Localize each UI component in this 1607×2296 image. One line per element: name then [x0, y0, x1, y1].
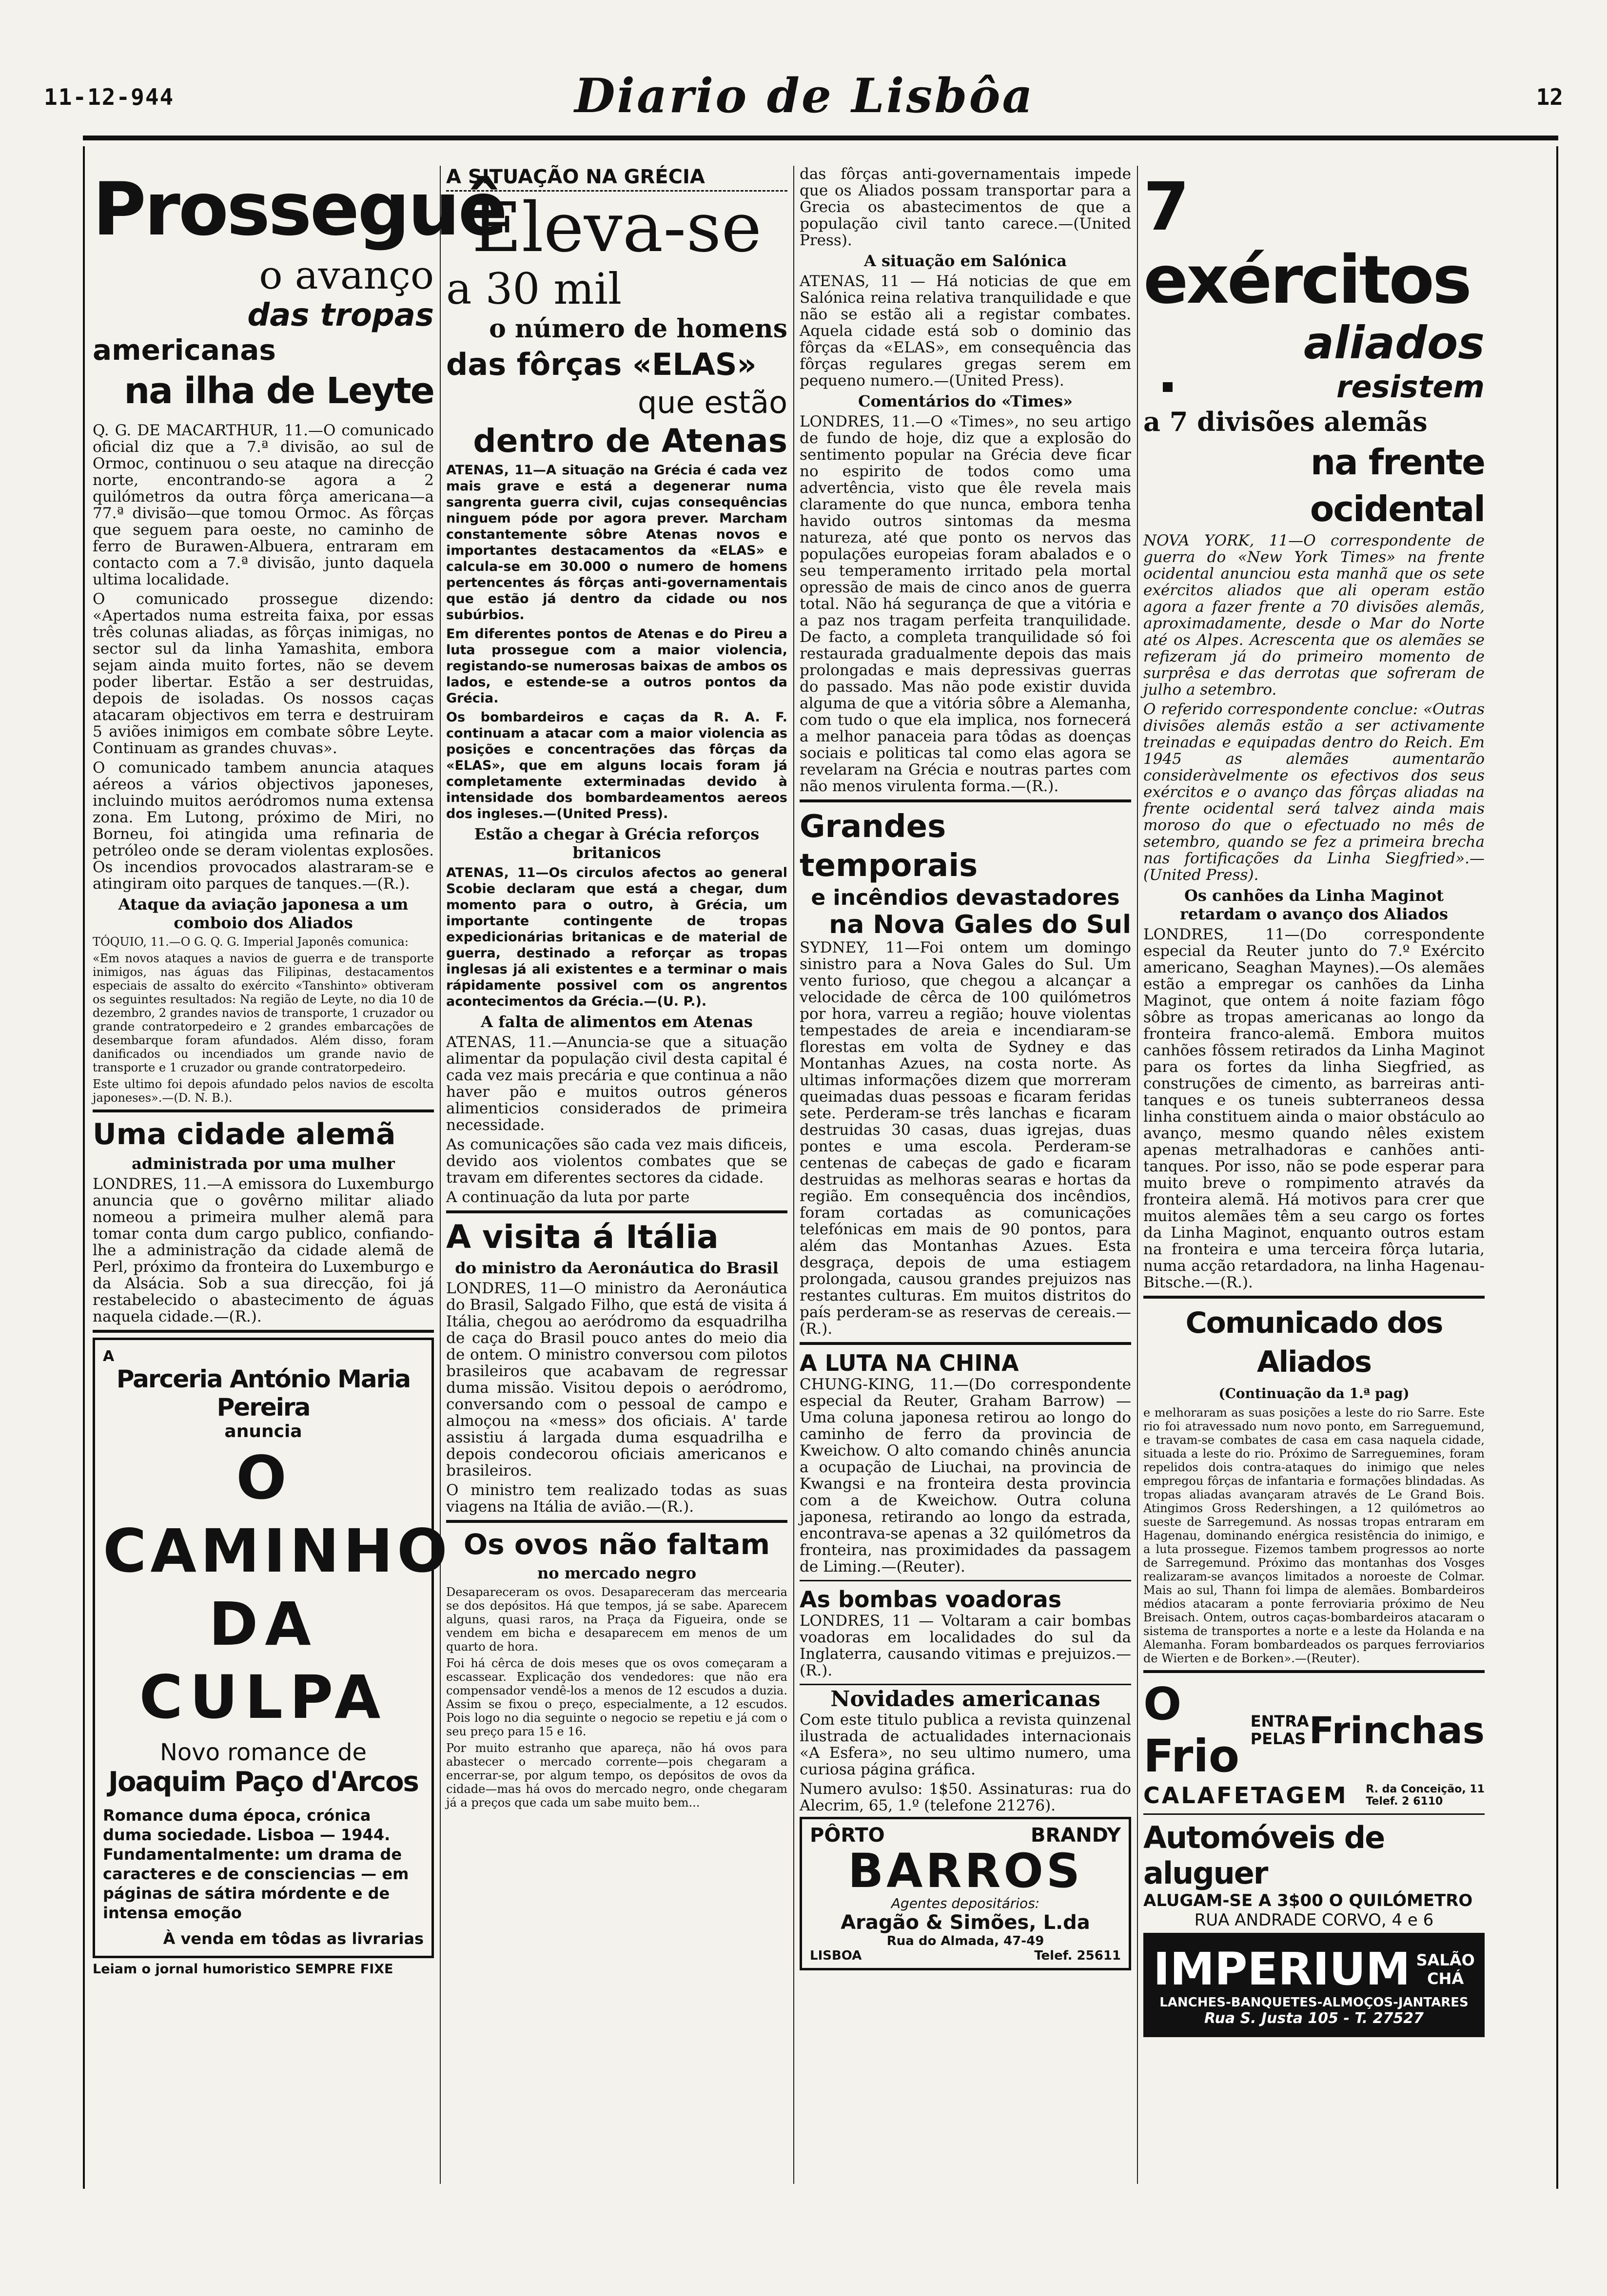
subheading: Os canhões da Linha Maginot retardam o avanço dos Aliados [1180, 886, 1448, 923]
ad-brandy: BRANDY [1031, 1824, 1121, 1847]
article-paragraph: As comunicações são cada vez mais dificeis, devido aos violentos combates que se travam em diferentes sectores da cidade. [446, 1136, 787, 1187]
article-paragraph: ATENAS, 11—Os circulos afectos ao general Scobie declaram que está a chegar, dum momento para o outro, à Grécia, um importante contingente de tropas expedicionárias britanicas e de material de guerra, destinado a reforçar as tropas inglesas já ali existentes e a terminar o mais rápidamente possivel com os angrentos acontecimentos da Grécia.—(U. P.). [446, 865, 787, 1009]
headline-dentro-atenas: dentro de Atenas [473, 422, 787, 460]
subheading: (Continuação da 1.ª pag) [1218, 1385, 1410, 1401]
subheading: no mercado negro [537, 1564, 697, 1582]
article-paragraph: das fôrças anti-governamentais impede que os Aliados possam transportar para a Grecia os abastecimentos de que a população civil tanto carece.—(United Press). [800, 165, 1131, 249]
headline-temporais-3: na Nova Gales do Sul [829, 910, 1131, 939]
ad-book-title: O CAMINHO [103, 1443, 451, 1586]
article-paragraph: LONDRES, 11—O ministro da Aeronáutica do Brasil, Salgado Filho, que está de visita á Itália, chegou ao aeródromo da esquadrilha de caça do Brasil pouco antes do meio dia de ontem. O ministro conversou com pilotos brasileiros que acabavam de regressar duma missão. Visitou depois o aeródromo, conversando com o pessoal de campo e almoçou na «mess» dos oficiais. A' tarde assistiu á largada duma esquadrilha e depois condecorou oficiais americanos e brasileiros. [446, 1280, 787, 1479]
article-paragraph: Foi há cêrca de dois meses que os ovos começaram a escassear. Explicação dos vendedores: que não era compensador vendê-los a menos de 12 escudos a duzia. Assim se fixou o preço, especialmente, a 12 escudos. Pois logo no dia seguinte o negocio se repetiu e já com o seu preço para 15 e 16. [446, 1656, 787, 1738]
ad-telef: Telef. 2 6110 [1366, 1795, 1443, 1808]
article-paragraph: LONDRES, 11.—O «Times», no seu artigo de fundo de hoje, diz que a explosão do sentimento popular na Grécia deve ficar no espirito de todos como uma advertência, visto que êle revela mais claramente do que nunca, embora tenha havido outros sintomas da mesma natureza, até que ponto os nervos das populações europeias foram abalados e o seu temperamento irritado pela mortal opressão de mais de cinco anos de guerra total. Não há segurança de que a vitória e a paz nos tragam perfeita tranquilidade. De facto, a completa tranquilidade só foi restaurada gradualmente depois das mais prolongadas e mais depressivas guerras do passado. Mas não pode existir duvida alguma de que a vitória sôbre a Alemanha, com tudo o que ela implica, nos fornecerá a melhor panaceia para tôdas as doenças sociais e politicas tal como elas agora se revelaram na Grécia e noutras partes com não menos virulenta forma.—(R.). [800, 413, 1131, 795]
ad-lisboa: LISBOA [810, 1948, 862, 1963]
frio-advertisement [1143, 1678, 1485, 1782]
article-paragraph: Por muito estranho que apareça, não há ovos para abastecer o mercado corrente—pois chegaram a encerrar-se, por algum tempo, os depósitos de ovos da cidade—mas há ovos do mercado negro, onde chegaram já a preços que cada um sabe muito bem... [446, 1741, 787, 1810]
subheading: Ataque da aviação japonesa a um comboio dos Aliados [118, 895, 409, 932]
article-paragraph: Este ultimo foi depois afundado pelos navios de escolta japoneses».—(D. N. B.). [93, 1077, 434, 1105]
headline-que-estao: que estão [637, 385, 787, 420]
article-paragraph: Numero avulso: 1$50. Assinaturas: rua do Alecrim, 65, 1.º (telefone 21276). [800, 1780, 1131, 1814]
brandy-advertisement [800, 1817, 1131, 1970]
column-divider [793, 166, 794, 2184]
headline-aliados: aliados [1303, 317, 1485, 369]
article-paragraph: LONDRES, 11—(Do correspondente especial da Reuter junto do 7.º Exército americano, Seaghan Maynes).—Os alemães estão a empregar os canhões da Linha Maginot, que ontem á noite faziam fôgo sôbre as tropas americanas ao longo da fronteira franco-alemã. Embora muitos canhões fôssem retirados da Linha Maginot para os fortes da linha Siegfried, as construções de cimento, as barreiras anti-tanques e os tuneis subterraneos dessa linha constituem ainda o maior obstáculo ao avanço, mesmo quando nêles existem apenas metralhadoras e canhões anti-tanques. Por isso, não se pode esperar para muito breve o rompimento através da fronteira alemã. Há motivos para crer que muitos alemães têm a seu cargo os fortes da Linha Maginot, enquanto outros estam na fronteira e uma terceira fôrça lutaria, numa acção retardadora, na linha Hagenau-Bitsche.—(R.). [1143, 926, 1485, 1291]
kicker-grecia: A SITUAÇÃO NA GRÉCIA [446, 166, 787, 192]
headline-bombas: As bombas voadoras [800, 1586, 1062, 1613]
ad-publisher: Parceria António Maria Pereira [116, 1365, 411, 1421]
ad-frio: O Frio [1143, 1678, 1240, 1782]
article-paragraph: O ministro tem realizado todas as suas viagens na Itália de avião.—(R.). [446, 1481, 787, 1516]
headline-frente-ocidental: na frente ocidental [1310, 442, 1485, 529]
subheading: administrada por uma mulher [132, 1154, 395, 1173]
column-divider [1137, 166, 1138, 2184]
headline-comunicado: Comunicado dos Aliados [1185, 1306, 1443, 1379]
article-paragraph: Q. G. DE MACARTHUR, 11.—O comunicado oficial diz que a 7.ª divisão, ao sul de Ormoc, continuou o seu ataque na direcção norte, encontrando-se agora a 2 quilómetros da outra fôrça americana—a 77.ª divisão—que tomou Ormoc. As fôrças que seguem para oeste, no caminho de ferro de Burawen-Albuera, entraram em contacto com a 7.ª divisão, junto daquela ultima localidade. [93, 422, 434, 588]
headline-americanas: americanas [93, 333, 276, 367]
column-divider [440, 166, 441, 2184]
subheading: Estão a chegar à Grécia reforços britanicos [474, 825, 760, 862]
ad-pelas: PELAS [1250, 1730, 1306, 1748]
ad-lanches: LANCHES-BANQUETES-ALMOÇOS-JANTARES [1159, 1995, 1469, 2010]
ad-line: anuncia [224, 1421, 302, 1441]
ad-rua: Rua do Almada, 47-49 [886, 1934, 1044, 1948]
ad-cha: CHÁ [1427, 1969, 1464, 1988]
article-paragraph: CHUNG-KING, 11.—(Do correspondente especial da Reuter, Graham Barrow) — Uma coluna japonesa retirou ao longo do caminho de ferro da provincia de Kweichow. O alto comando chinês anuncia a ocupação de Liuchai, na provincia de Kwangsi e na fronteira desta provincia com a de Kweichow. Outra coluna japonesa, retirando ao longo da estrada, encontrava-se apenas a 32 quilómetros da fronteira, nas proximidades da passagem de Liming.—(Reuter). [800, 1376, 1131, 1576]
headline-ilha-leyte: na ilha de Leyte [124, 370, 434, 412]
ad-line: À venda em tôdas as livrarias [163, 1929, 424, 1948]
ad-frinchas: Frinchas [1309, 1708, 1485, 1752]
ad-line: Novo romance de [159, 1739, 367, 1766]
ad-rua: R. da Conceição, 11 [1366, 1783, 1485, 1795]
headline-eleva-se: Eleva-se [471, 188, 762, 268]
ad-auto-preco: ALUGAM-SE A 3$00 O QUILÓMETRO [1143, 1891, 1473, 1910]
headline-temporais-2: e incêndios devastadores [811, 885, 1120, 910]
article-paragraph: ATENAS, 11—A situação na Grécia é cada vez mais grave e está a degenerar numa sangrenta guerra civil, cujas consequências ninguem póde por agora prever. Marcham constantemente sôbre Atenas novos e importantes destacamentos da «ELAS» e calcula-se em 30.000 o numero de homens pertencentes ás fôrças anti-governamentais que estão já dentro da cidade ou nos subúrbios. [446, 463, 787, 623]
headline-numero-homens: o número de homens [489, 314, 787, 344]
headline-7-exercitos: 7 exércitos [1143, 169, 1470, 319]
article-paragraph: SYDNEY, 11—Foi ontem um domingo sinistro para a Nova Gales do Sul. Um vento furioso, que chegou a alcançar a velocidade de cêrca de 100 quilómetros por hora, varreu a região; houve violentas tempestades de areia e incendiaram-se florestas em volta de Sydney e das Montanhas Azues, na costa norte. As ultimas informações dizem que morreram queimadas duas pessoas e ficaram feridas sete. Perderam-se três lanchas e ficaram destruidas 30 casas, duas igrejas, duas pontes e uma escola. Perderam-se centenas de cabeças de gado e ficaram destruidas as melhoras searas e hortas da região. Em consequência dos incêndios, foram cortadas as comunicações telefónicas em mais de 90 pontos, para além das Montanhas Azues. Esta desgraça, depois de uma estiagem prolongada, causou grandes prejuizos nas restantes culturas. Em muitos distritos do país perderam-se as reservas de cereais.—(R.). [800, 939, 1131, 1338]
imperium-advertisement [1143, 1933, 1485, 2037]
article-paragraph: «Em novos ataques a navios de guerra e de transporte inimigos, nas águas das Filipinas, destacamentos especiais de assalto do exército «Tanshinto» obtiveram os seguintes resultados: Na região de Leyte, no dia 10 de dezembro, 2 grandes navios de transporte, 1 cruzador ou grande contratorpedeiro e 2 grandes embarcações de desembarque foram afundados. Além disso, foram danificados ou incendiados um grande navio de transporte e 1 cruzador ou grande contratorpedeiro. [93, 952, 434, 1074]
article-paragraph: Os bombardeiros e caças da R. A. F. continuam a atacar com a maior violencia as posições e concentrações das fôrças da «ELAS», que em alguns locais foram já completamente exterminadas devido à intensidade dos bombardeamentos aereos dos ingleses.—(United Press). [446, 710, 787, 821]
masthead-rule [83, 136, 1558, 140]
headline-das-tropas: das tropas [247, 297, 434, 333]
ad-line: A [103, 1348, 115, 1365]
article-paragraph: O comunicado prossegue dizendo: «Apertados numa estreita faixa, por essas três colunas aliadas, as fôrças inimigas, no sector sul da linha Yamashita, embora sejam ainda muito fortes, não se devem poder libertar. Estão a ser destruidas, depois de isoladas. Os nossos caças atacaram objectivos em terra e destruiram 5 aviões inimigos em combate sôbre Leyte. Continuam as grandes chuvas». [93, 590, 434, 757]
headline-30-mil: a 30 mil [446, 264, 622, 314]
ad-author: Joaquim Paço d'Arcos [108, 1766, 418, 1798]
article-paragraph: O referido correspondente conclue: «Outras divisões alemãs estão a ser activamente treinadas e equipadas dentro do Reich. Em 1945 as alemães aumentarão consideràvelmente os efectivos dos seus exércitos e o avanço das fôrças aliadas na frente ocidental será talvez ainda mais moroso do que o efectuado no mês de setembro, quando se fez a primeira brecha nas fortificações da Linha Siegfried».—(United Press). [1143, 700, 1485, 884]
ad-entra: ENTRA [1250, 1712, 1309, 1731]
article-paragraph: O comunicado tambem anuncia ataques aéreos a vários objectivos japoneses, incluindo muitos aeródromos numa extensa zona. Em Lutong, próximo de Miri, no Borneu, foi atingida uma refinaria de petróleo onde se deram violentas explosões. Os incendios provocados alastraram-se e atingiram oito parques de tanques.—(R.). [93, 759, 434, 893]
ad-aragao: Aragão & Simões, L.da [841, 1911, 1090, 1934]
bullet-icon [1163, 382, 1173, 392]
column-3 [800, 166, 1131, 2184]
ad-telef: Telef. 25611 [1034, 1948, 1121, 1963]
headline-china: A LUTA NA CHINA [800, 1350, 1019, 1376]
headline-visita-italia: A visita á Itália [446, 1218, 719, 1256]
article-paragraph: ATENAS, 11.—Anuncia-se que a situação alimentar da população civil desta capital é cada vez mais precária e que continua a não haver pão e muitos outros géneros alimenticios considerados de primeira necessidade. [446, 1033, 787, 1134]
ad-auto-rua: RUA ANDRADE CORVO, 4 e 6 [1194, 1910, 1434, 1930]
article-paragraph: Em diferentes pontos de Atenas e do Pireu a luta prossegue com a maior violencia, registando-se numerosas baixas de ambos os lados, e estende-se a outros pontos da Grécia. [446, 626, 787, 706]
article-paragraph: ATENAS, 11 — Há noticias de que em Salónica reina relativa tranquilidade e que não se estão ali a registar combates. Aquela cidade está sob o dominio das fôrças da «ELAS», em consequência das fôrças regulares gregas serem em pequeno numero.—(United Press). [800, 272, 1131, 389]
article-paragraph: e melhoraram as suas posições a leste do rio Sarre. Este rio foi atravessado num novo ponto, em Sarreguemund, e travam-se combates de casa em casa naquela cidade, situada a leste do rio. Próximo de Sarreguemines, foram repelidos dois contra-ataques do inimigo que neles empregou fôrças de infantaria e formações blindadas. As tropas aliadas avançaram através de Le Grand Bois. Atingimos Gross Redershingen, a 12 quilómetros ao sueste de Sarregemund. As nossas tropas entraram em Hagenau, dominando enérgica resistência do inimigo, e a luta prossegue. Fizemos tambem progressos ao norte de Sarregemund. Próximo das montanhas dos Vosges realizaram-se avanços limitados a noroeste de Colmar. Mais ao sul, Thann foi limpa de alemães. Bombardeiros médios atacaram a ponte ferroviaria próximo de Neu Breisach. Ontem, outros caças-bombardeiros atacaram o sistema de transportes a norte e a leste da Holanda e na Alemanha. Foram bombardeados os parques ferroviarios de Wierten e de Borken».—(Reuter). [1143, 1406, 1485, 1665]
headline-ovos: Os ovos não faltam [463, 1528, 770, 1561]
headline-temporais: Grandes temporais [800, 809, 978, 884]
article-paragraph: A continuação da luta por parte [446, 1188, 690, 1206]
article-paragraph: TÓQUIO, 11.—O G. Q. G. Imperial Japonês comunica: [93, 935, 409, 949]
headline-novidades: Novidades americanas [830, 1687, 1100, 1712]
headline-resistem: resistem [1336, 369, 1485, 405]
ad-blurb: Romance duma época, crónica duma sociedade. Lisboa — 1944. Fundamentalmente: um drama de caracteres e de consciencias — em páginas de sátira mórdente e de intensa emoção [103, 1806, 409, 1922]
headline-o-avanco: o avanço [259, 253, 434, 298]
ad-calafetagem: CALAFETAGEM [1143, 1782, 1348, 1809]
page-number: 12 [1536, 84, 1563, 110]
subheading: do ministro da Aeronáutica do Brasil [455, 1259, 779, 1277]
subheading: Comentários do «Times» [858, 392, 1073, 410]
article-paragraph: NOVA YORK, 11—O correspondente de guerra do «New York Times» na frente ocidental anunciou esta manhã que os sete exércitos aliados que ali operam estão agora a fazer frente a 70 divisões alemãs, aproximadamente, desde o Mar do Norte até os Alpes. Acrescenta que os alemães se refizeram já do primeiro momento de surprêsa e das derrotas que sofreram de julho a setembro. [1143, 532, 1485, 699]
ad-barros: BARROS [847, 1844, 1083, 1898]
article-paragraph: Desapareceram os ovos. Desapareceram das mercearia se dos depósitos. Há que tempos, já se sabe. Aparecem alguns, quasi raros, na Praça da Figueira, onde se vendem em bicha e desaparecem em menos de um quarto de hora. [446, 1585, 787, 1654]
article-paragraph: LONDRES, 11 — Voltaram a cair bombas voadoras em localidades do sul da Inglaterra, causando vitimas e prejuizos.—(R.). [800, 1612, 1131, 1679]
subheading: A falta de alimentos em Atenas [481, 1012, 753, 1031]
column-4 [1143, 166, 1485, 2184]
headline-7-divisoes: a 7 divisões alemãs [1143, 406, 1428, 437]
masthead-title: Diario de Lisbôa [574, 68, 1035, 123]
subheading: A situação em Salónica [864, 252, 1067, 270]
ad-salao: SALÃO [1416, 1950, 1475, 1969]
headline-prossegue: Prosseguê [93, 167, 506, 252]
ad-agentes: Agentes depositários: [891, 1895, 1040, 1911]
ad-automoveis: Automóveis de aluguer [1143, 1820, 1385, 1891]
book-advertisement [93, 1338, 451, 1958]
footer-note: Leiam o jornal humoristico SEMPRE FIXE [93, 1962, 393, 1977]
article-paragraph: Com este titulo publica a revista quinzenal ilustrada de actualidades internacionais «A Esfera», no seu ultimo numero, uma curiosa página gráfica. [800, 1711, 1131, 1778]
ad-imperium: IMPERIUM [1153, 1943, 1411, 1995]
column-1 [93, 166, 506, 2184]
ad-porto: PÔRTO [810, 1824, 885, 1847]
ad-book-title: DA CULPA [139, 1590, 388, 1732]
issue-date: 11-12-944 [44, 84, 175, 110]
column-2 [446, 166, 787, 2184]
headline-forcas-elas: das fôrças «ELAS» [446, 347, 757, 382]
headline-cidade-alema: Uma cidade alemã [93, 1117, 396, 1151]
ad-rua-imp: Rua S. Justa 105 - T. 27527 [1204, 2010, 1424, 2027]
article-paragraph: LONDRES, 11.—A emissora do Luxemburgo anuncia que o govêrno militar aliado nomeou a primeira mulher alemã para tomar conta dum cargo publico, confiando-lhe a administração da cidade alemã de Perl, próximo da fronteira do Luxemburgo e da Alsácia. Sob a sua direcção, foi já restabelecido o abastecimento de águas naquela cidade.—(R.). [93, 1175, 434, 1325]
